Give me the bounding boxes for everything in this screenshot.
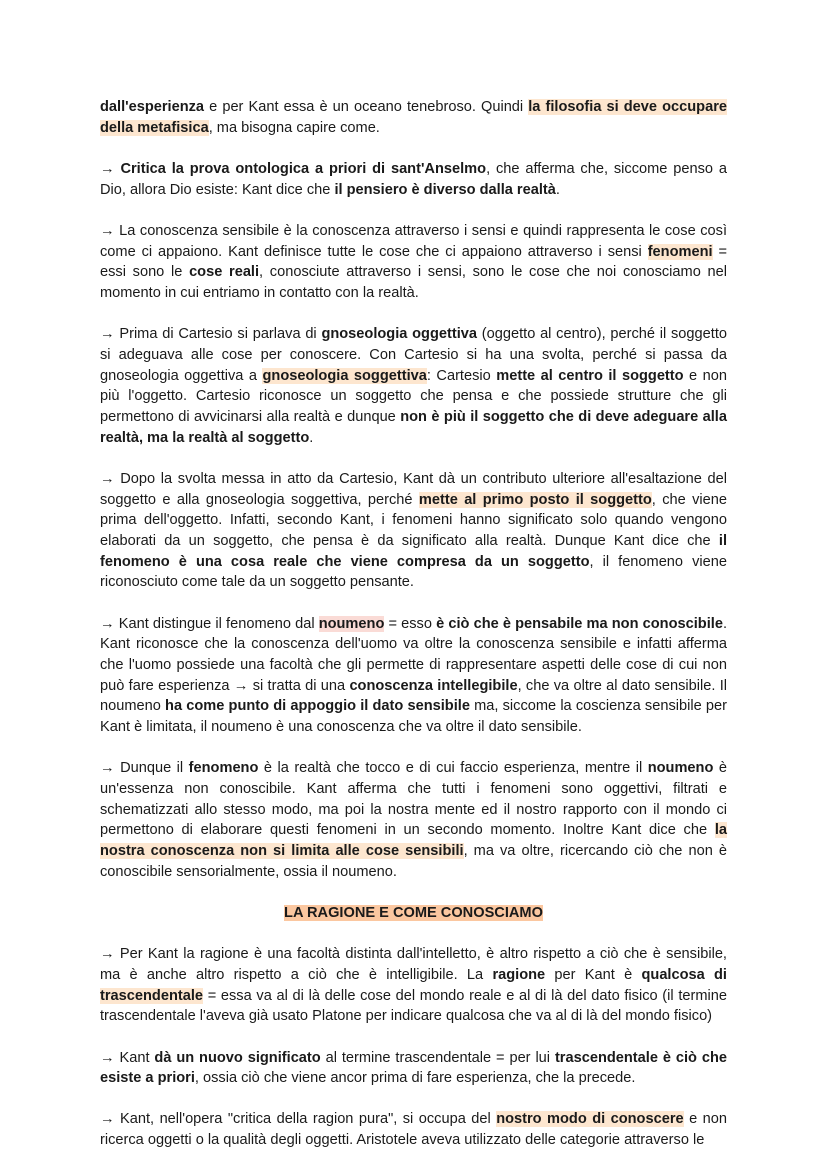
bold-text: il pensiero è diverso dalla realtà	[334, 181, 556, 198]
bold-text: noumeno	[647, 760, 714, 777]
paragraph-5	[100, 469, 727, 593]
text: → Kant distingue il fenomeno dal	[100, 615, 319, 632]
text: : Cartesio	[426, 367, 497, 384]
text: , conosciute attraverso i sensi, sono le cose che noi conosciamo nel momento in cui entriamo in contatto con la realtà.	[100, 264, 727, 301]
text: , che va oltre al dato sensibile. Il noumeno	[100, 677, 727, 715]
paragraph-3	[100, 221, 727, 304]
bold-text: trascendentale è ciò che esiste a priori	[100, 1049, 727, 1087]
arrow: →	[100, 160, 121, 177]
paragraph-1	[100, 97, 727, 138]
text: → La conoscenza sensibile è la conoscenza attraverso i sensi e quindi rappresenta le cose così come ci appaiono. Kant definisce tutte le cose che ci appaiono attraverso i sensi	[100, 222, 727, 260]
highlighted-text: gnoseologia soggettiva	[262, 367, 427, 384]
highlighted-text: noumeno	[318, 615, 385, 632]
bold-text: dall'esperienza	[100, 99, 205, 115]
text: .	[555, 181, 560, 198]
text: , il fenomeno viene riconosciuto come tale da un soggetto pensante.	[100, 553, 727, 591]
text: al termine trascendentale = per lui	[320, 1049, 555, 1066]
paragraph-9	[100, 1048, 727, 1089]
bold-text: ragione	[492, 966, 546, 983]
text: → Per Kant la ragione è una facoltà distinta dall'intelletto, è altro rispetto a ciò che è sensibile, ma è anche altro rispetto a ciò che è intelligibile. La	[100, 946, 727, 983]
text: = esso	[384, 615, 437, 632]
text: = essa va al di là delle cose del mondo reale e al di là del dato fisico (il termine trascendentale l'aveva già usato Platone per indicare qualcosa che va al di là del mondo fisico)	[100, 987, 727, 1025]
text: → Dopo la svolta messa in atto da Cartesio, Kant dà un contributo ulteriore all'esaltazione del soggetto e alla gnoseologia soggettiva, perché	[100, 470, 727, 508]
highlighted-text: la filosofia si deve occupare della metafisica	[100, 99, 727, 136]
paragraph-8	[100, 944, 727, 1027]
highlighted-text: trascendentale	[100, 987, 204, 1004]
bold-text: mette al centro il soggetto	[496, 367, 684, 384]
text: → Kant	[100, 1049, 155, 1066]
text: → Kant, nell'opera "critica della ragion pura", si occupa del	[100, 1111, 497, 1128]
section-title	[100, 903, 727, 924]
bold-text: dà un nuovo significato	[154, 1049, 321, 1066]
bold-text: non è più il soggetto che di deve adeguare alla realtà, ma la realtà al soggetto	[100, 408, 727, 446]
text: .	[309, 429, 314, 446]
text: → Dunque il	[100, 760, 189, 777]
bold-text: il fenomeno è una cosa reale che viene compresa da un soggetto	[100, 532, 727, 570]
text: (oggetto al centro), perché il soggetto si adeguava alle cose per conoscere. Con Cartesio si ha una svolta, perché si passa da gnoseologia oggettiva a	[100, 326, 728, 384]
text: e non ricerca oggetti o la qualità degli oggetti. Aristotele aveva utilizzato delle categorie attraverso le	[100, 1111, 727, 1149]
text: → Prima di Cartesio si parlava di	[100, 326, 322, 343]
paragraph-6	[100, 614, 727, 738]
text: , ma bisogna capire come.	[208, 119, 380, 136]
text: , che viene prima dell'oggetto. Infatti, secondo Kant, i fenomeni hanno significato solo quando vengono elaborati da un soggetto, che pensa è da significato alla realtà. Dunque Kant dice che	[100, 491, 727, 549]
paragraph-10	[100, 1109, 727, 1150]
bold-text: è ciò che è pensabile ma non conoscibile	[436, 615, 723, 632]
bold-text: gnoseologia oggettiva	[321, 326, 478, 343]
bold-text: cose reali	[189, 264, 260, 281]
section-title-text: LA RAGIONE E COME CONOSCIAMO	[284, 905, 543, 921]
text: ma, siccome la coscienza sensibile per Kant è limitata, il noumeno è una conoscenza che va oltre il dato sensibile.	[100, 698, 727, 736]
bold-text: ha come punto di appoggio il dato sensibile	[165, 698, 470, 715]
text: . Kant riconosce che la conoscenza dell'uomo va oltre la conoscenza sensibile e infatti afferma che l'uomo possiede una facoltà che gli permette di rappresentare aspetti delle cose di cui non può fare esperienza → si tratta di una	[100, 615, 727, 694]
text: per Kant è	[545, 966, 642, 983]
highlighted-text: la nostra conoscenza non si limita alle cose sensibili	[100, 822, 727, 860]
document-page	[100, 97, 727, 1151]
bold-text: fenomeno	[188, 760, 259, 777]
highlighted-text: mette al primo posto il soggetto	[418, 491, 652, 508]
text: , ma va oltre, ricercando ciò che non è conoscibile sensorialmente, ossia il noumeno.	[100, 843, 727, 880]
text: è un'essenza non conoscibile. Kant afferma che tutti i fenomeni sono oggettivi, filtrati e schematizzati allo stesso modo, ma poi la nostra mente ed il nostro rapporto con il mondo ci permettono di elaborare questi fenomeni in un secondo momento. Inoltre Kant dice che	[100, 760, 727, 839]
text: = essi sono le	[100, 243, 728, 281]
paragraph-4	[100, 324, 727, 448]
highlighted-text: nostro modo di conoscere	[496, 1111, 684, 1128]
text: e per Kant essa è un oceano tenebroso. Quindi	[204, 99, 529, 115]
text: , ossia ciò che viene ancor prima di fare esperienza, che la precede.	[194, 1070, 636, 1087]
paragraph-7	[100, 758, 727, 882]
bold-text: conoscenza intellegibile	[349, 677, 518, 694]
highlighted-text: fenomeni	[647, 243, 713, 260]
paragraph-2	[100, 159, 727, 200]
text: e non più l'oggetto. Cartesio riconosce un soggetto che pensa e che possiede strutture che gli permettono di avvicinarsi alla realtà e dunque	[100, 367, 727, 425]
bold-text: qualcosa di	[641, 966, 727, 983]
text: , che afferma che, siccome penso a Dio, allora Dio esiste: Kant dice che	[100, 160, 727, 198]
text: è la realtà che tocco e di cui faccio esperienza, mentre il	[258, 760, 648, 777]
bold-text: Critica la prova ontologica a priori di sant'Anselmo	[120, 160, 487, 177]
